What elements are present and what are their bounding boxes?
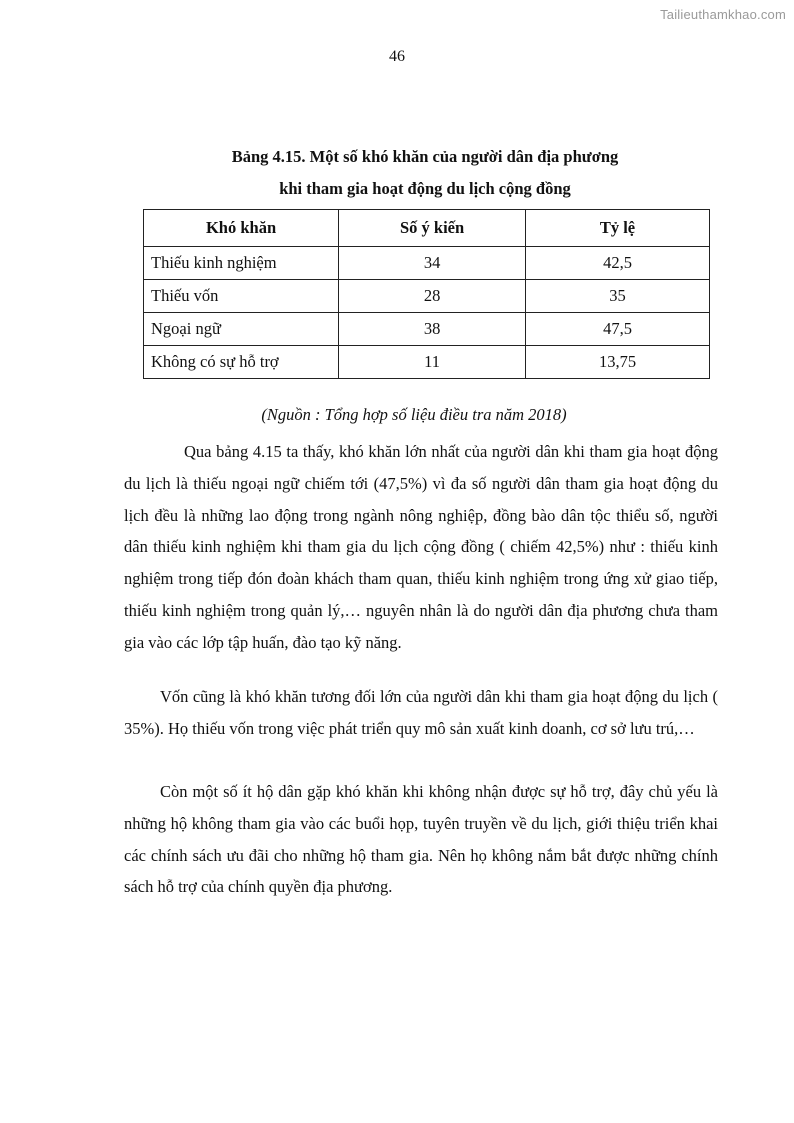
cell-opinion-count: 11	[339, 346, 526, 379]
table-title-line-2: khi tham gia hoạt động du lịch cộng đồng	[279, 179, 571, 198]
header-percentage: Tỷ lệ	[526, 210, 710, 247]
cell-percentage: 35	[526, 280, 710, 313]
cell-opinion-count: 34	[339, 247, 526, 280]
header-opinion-count: Số ý kiến	[339, 210, 526, 247]
cell-difficulty: Thiếu vốn	[144, 280, 339, 313]
body-paragraph-3: Còn một số ít hộ dân gặp khó khăn khi không nhận được sự hỗ trợ, đây chủ yếu là những hộ không tham gia vào các buổi họp, tuyên truyền về du lịch, giới thiệu triển khai các chính sách ưu đãi cho những hộ tham gia. Nên họ không nắm bắt được những chính sách hỗ trợ của chính quyền địa phương.	[124, 782, 718, 897]
page-number: 46	[389, 48, 405, 65]
watermark-text: Tailieuthamkhao.com	[660, 7, 786, 22]
cell-difficulty: Không có sự hỗ trợ	[144, 346, 339, 379]
table-row	[144, 280, 710, 313]
header-difficulty: Khó khăn	[144, 210, 339, 247]
table-header-row	[144, 210, 710, 247]
body-paragraph-2: Vốn cũng là khó khăn tương đối lớn của người dân khi tham gia hoạt động du lịch ( 35%). Họ thiếu vốn trong việc phát triển quy mô sản xuất kinh doanh, cơ sở lưu trú,…	[124, 687, 718, 738]
cell-percentage: 42,5	[526, 247, 710, 280]
cell-difficulty: Ngoại ngữ	[144, 313, 339, 346]
source-note: (Nguồn : Tổng hợp số liệu điều tra năm 2018)	[261, 405, 567, 424]
table-row	[144, 346, 710, 379]
table-row	[144, 313, 710, 346]
cell-difficulty: Thiếu kinh nghiệm	[144, 247, 339, 280]
cell-opinion-count: 38	[339, 313, 526, 346]
body-paragraph-1: Qua bảng 4.15 ta thấy, khó khăn lớn nhất của người dân khi tham gia hoạt động du lịch là thiếu ngoại ngữ chiếm tới (47,5%) vì đa số người dân tham gia hoạt động du lịch đều là những lao động trong ngành nông nghiệp, đồng bào dân tộc thiểu số, người dân thiếu kinh nghiệm khi tham gia du lịch cộng đồng ( chiếm 42,5%) như : thiếu kinh nghiệm trong tiếp đón đoàn khách tham quan, thiếu kinh nghiệm trong ứng xử giao tiếp, thiếu kinh nghiệm trong quản lý,… nguyên nhân là do người dân địa phương chưa tham gia vào các lớp tập huấn, đào tạo kỹ năng.	[124, 442, 718, 652]
cell-percentage: 47,5	[526, 313, 710, 346]
cell-percentage: 13,75	[526, 346, 710, 379]
cell-opinion-count: 28	[339, 280, 526, 313]
table-row	[144, 247, 710, 280]
table-title-line-1: Bảng 4.15. Một số khó khăn của người dân địa phương	[231, 147, 619, 166]
difficulties-table	[143, 209, 710, 379]
